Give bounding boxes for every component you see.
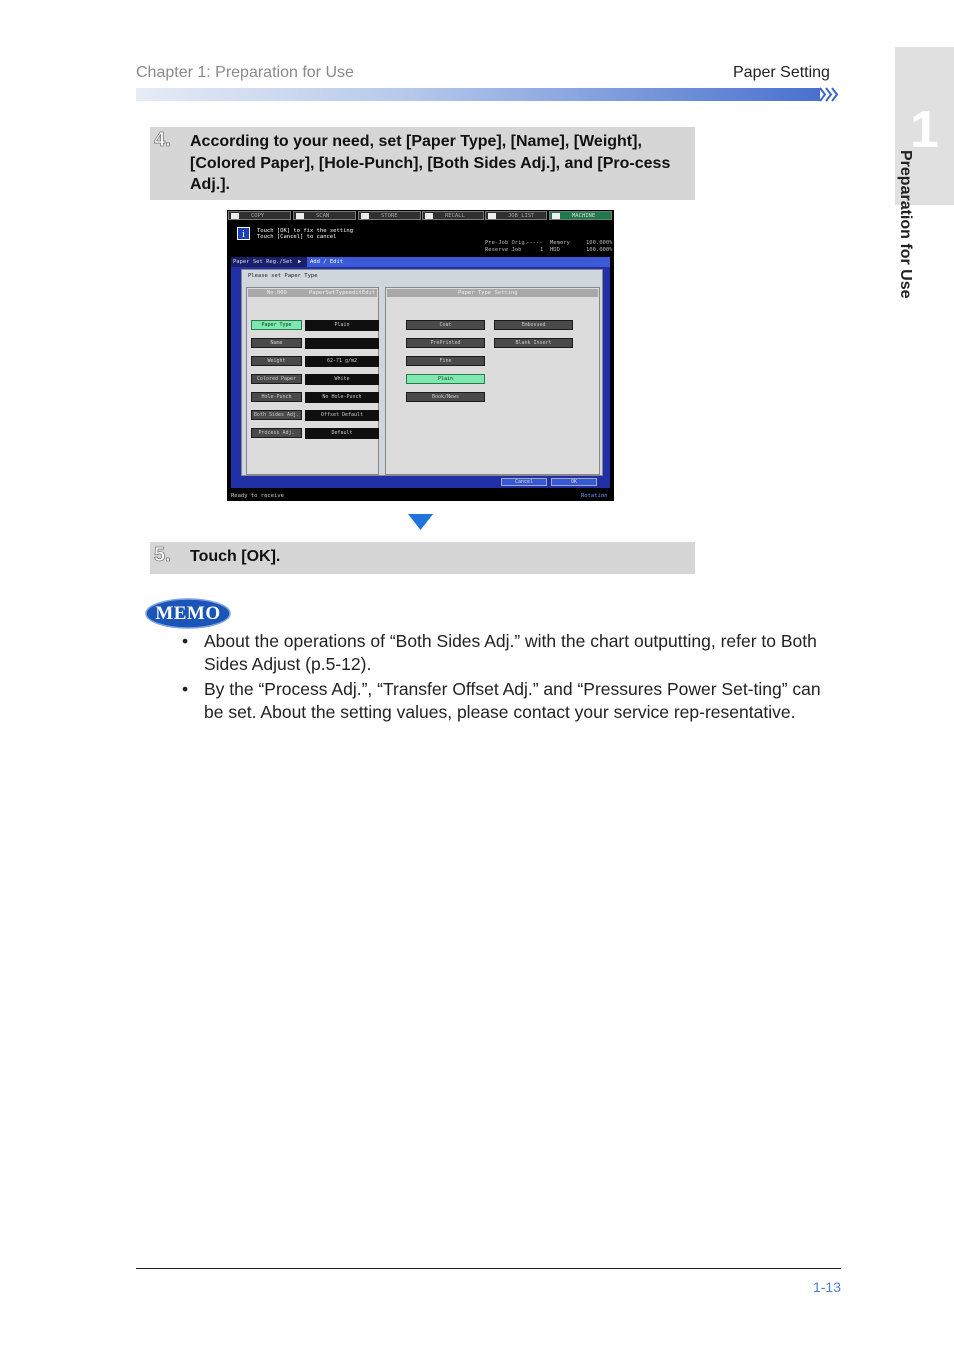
type-book-news-button[interactable] <box>406 392 485 402</box>
control-panel-screenshot <box>227 210 614 501</box>
machine-icon <box>552 213 560 219</box>
tab-scan <box>293 211 356 220</box>
footer-rotation-text: Rotation <box>581 493 608 499</box>
copy-icon <box>231 213 239 219</box>
name-value <box>305 338 379 349</box>
info-icon: i <box>237 227 250 240</box>
value-text: No Hole-Punch <box>322 394 362 400</box>
type-blank-insert-button[interactable] <box>494 338 573 348</box>
tab-copy <box>228 211 291 220</box>
process-adj-value <box>305 428 379 439</box>
value-text: Default <box>331 430 353 436</box>
recall-icon <box>425 213 433 219</box>
breadcrumb-2: Add / Edit <box>310 259 344 265</box>
footer-divider <box>136 1268 841 1269</box>
button-label: Hole-Punch <box>261 394 292 400</box>
memory-label: Memory <box>550 240 570 246</box>
button-label: Cancel <box>514 479 534 485</box>
colored-paper-value <box>305 374 379 385</box>
step-4 <box>150 127 695 200</box>
button-label: Name <box>270 340 283 346</box>
step-5 <box>150 542 695 574</box>
button-label: Process Adj. <box>258 430 295 436</box>
button-label: Paper Type <box>261 322 292 328</box>
footer-status-text: Ready to receive <box>231 493 284 499</box>
button-label: Fine <box>439 358 452 364</box>
type-plain-button[interactable] <box>406 374 485 384</box>
hole-punch-value <box>305 392 379 403</box>
name-button[interactable] <box>251 338 302 348</box>
button-label: Weight <box>267 358 286 364</box>
job-list-icon <box>488 213 496 219</box>
tab-label: JOB LIST <box>508 213 535 219</box>
value-text: Offset Default <box>320 412 364 418</box>
settings-left-panel <box>246 287 379 475</box>
tab-label: SCAN <box>316 213 330 219</box>
both-sides-adj-button[interactable] <box>251 410 302 420</box>
preorig-value: ----- <box>526 240 543 246</box>
button-label: OK <box>570 479 578 485</box>
weight-value <box>305 356 379 367</box>
hdd-label: HDD <box>550 247 560 253</box>
step-number: 4. <box>154 129 171 151</box>
tab-label: COPY <box>251 213 265 219</box>
colored-paper-button[interactable] <box>251 374 302 384</box>
screen-main-panel <box>231 257 610 488</box>
paper-type-setting-title: Paper Type Setting <box>458 290 518 296</box>
screen-instruction: Please set Paper Type <box>248 273 318 279</box>
button-label: Plain <box>437 376 454 382</box>
paper-type-panel <box>385 287 600 475</box>
page-number: 1-13 <box>812 1279 841 1295</box>
tab-job-list <box>485 211 547 220</box>
both-sides-adj-value <box>305 410 379 421</box>
step-text: Touch [OK]. <box>190 548 281 565</box>
tab-recall <box>422 211 484 220</box>
memory-value: 100.000% <box>586 240 613 246</box>
step-text: According to your need, set [Paper Type], [Name], [Weight], [Colored Paper], [Hole-Punch], [Both Sides Adj.], and [Pro-cess Adj.]. <box>190 133 671 193</box>
preorig-label: Pre-Job Orig. <box>485 240 529 246</box>
tab-store <box>358 211 421 220</box>
chapter-side-label-text: Preparation for Use <box>897 150 914 299</box>
button-label: Colored Paper <box>256 376 297 382</box>
paper-set-number: No.009 <box>267 290 287 296</box>
memo-item-text: By the “Process Adj.”, “Transfer Offset Adj.” and “Pressures Power Set-ting” can be set. About the setting values, please contact your service rep-resentative. <box>204 679 821 722</box>
value-text: Plain <box>334 322 350 328</box>
chapter-number: 1 <box>910 101 939 159</box>
memo-item <box>182 678 842 750</box>
paper-type-value <box>305 320 379 331</box>
chevron-right-icon <box>818 86 842 103</box>
button-label: Both Sides Adj. <box>253 412 300 418</box>
memo-item-text: About the operations of “Both Sides Adj.” with the chart outputting, refer to Both Sides Adjust (p.5-12). <box>204 631 817 674</box>
button-label: Book/News <box>431 394 460 400</box>
hdd-value: 100.000% <box>586 247 613 253</box>
section-title: Paper Setting <box>733 64 830 81</box>
paper-type-button[interactable] <box>251 320 302 330</box>
type-preprinted-button[interactable] <box>406 338 485 348</box>
tab-label: RECALL <box>445 213 465 219</box>
screen-message-1: Touch [OK] to fix the setting <box>257 228 354 234</box>
header-gradient-bar <box>136 88 820 101</box>
screen-message-2: Touch [Cancel] to cancel <box>257 234 337 240</box>
screen-breadcrumb-active <box>307 257 610 267</box>
tab-machine <box>549 211 612 220</box>
ok-button[interactable] <box>551 478 597 486</box>
value-text: 62-71 g/m2 <box>326 358 358 364</box>
type-coat-button[interactable] <box>406 320 485 330</box>
chapter-title: Chapter 1: Preparation for Use <box>136 64 354 81</box>
process-adj-button[interactable] <box>251 428 302 438</box>
arrow-down-icon <box>408 514 433 530</box>
button-label: Blank Insert <box>515 340 552 346</box>
breadcrumb-1: Paper Set Reg./Set <box>233 259 293 265</box>
button-label: Embossed <box>521 322 546 328</box>
chapter-side-label <box>884 150 924 340</box>
type-embossed-button[interactable] <box>494 320 573 330</box>
memo-label: MEMO <box>155 603 221 624</box>
cancel-button[interactable] <box>501 478 547 486</box>
reserve-label: Reserve Job <box>485 247 522 253</box>
store-icon <box>361 213 369 219</box>
button-label: PrePrinted <box>430 340 461 346</box>
scan-icon <box>296 213 304 219</box>
step-number: 5. <box>154 544 171 566</box>
type-fine-button[interactable] <box>406 356 485 366</box>
screen-content <box>241 269 603 476</box>
reserve-value: 1 <box>540 247 544 253</box>
tab-label: MACHINE <box>572 213 596 219</box>
button-label: Coat <box>439 322 452 328</box>
value-text: White <box>334 376 350 382</box>
paper-set-name: PaperSetTypeeditEdit <box>309 290 376 296</box>
bullet-icon: • <box>182 679 189 699</box>
hole-punch-button[interactable] <box>251 392 302 402</box>
memo-item <box>182 630 842 678</box>
breadcrumb-separator-icon: ▶ <box>298 259 302 265</box>
weight-button[interactable] <box>251 356 302 366</box>
tab-label: STORE <box>381 213 398 219</box>
bullet-icon: • <box>182 631 189 651</box>
